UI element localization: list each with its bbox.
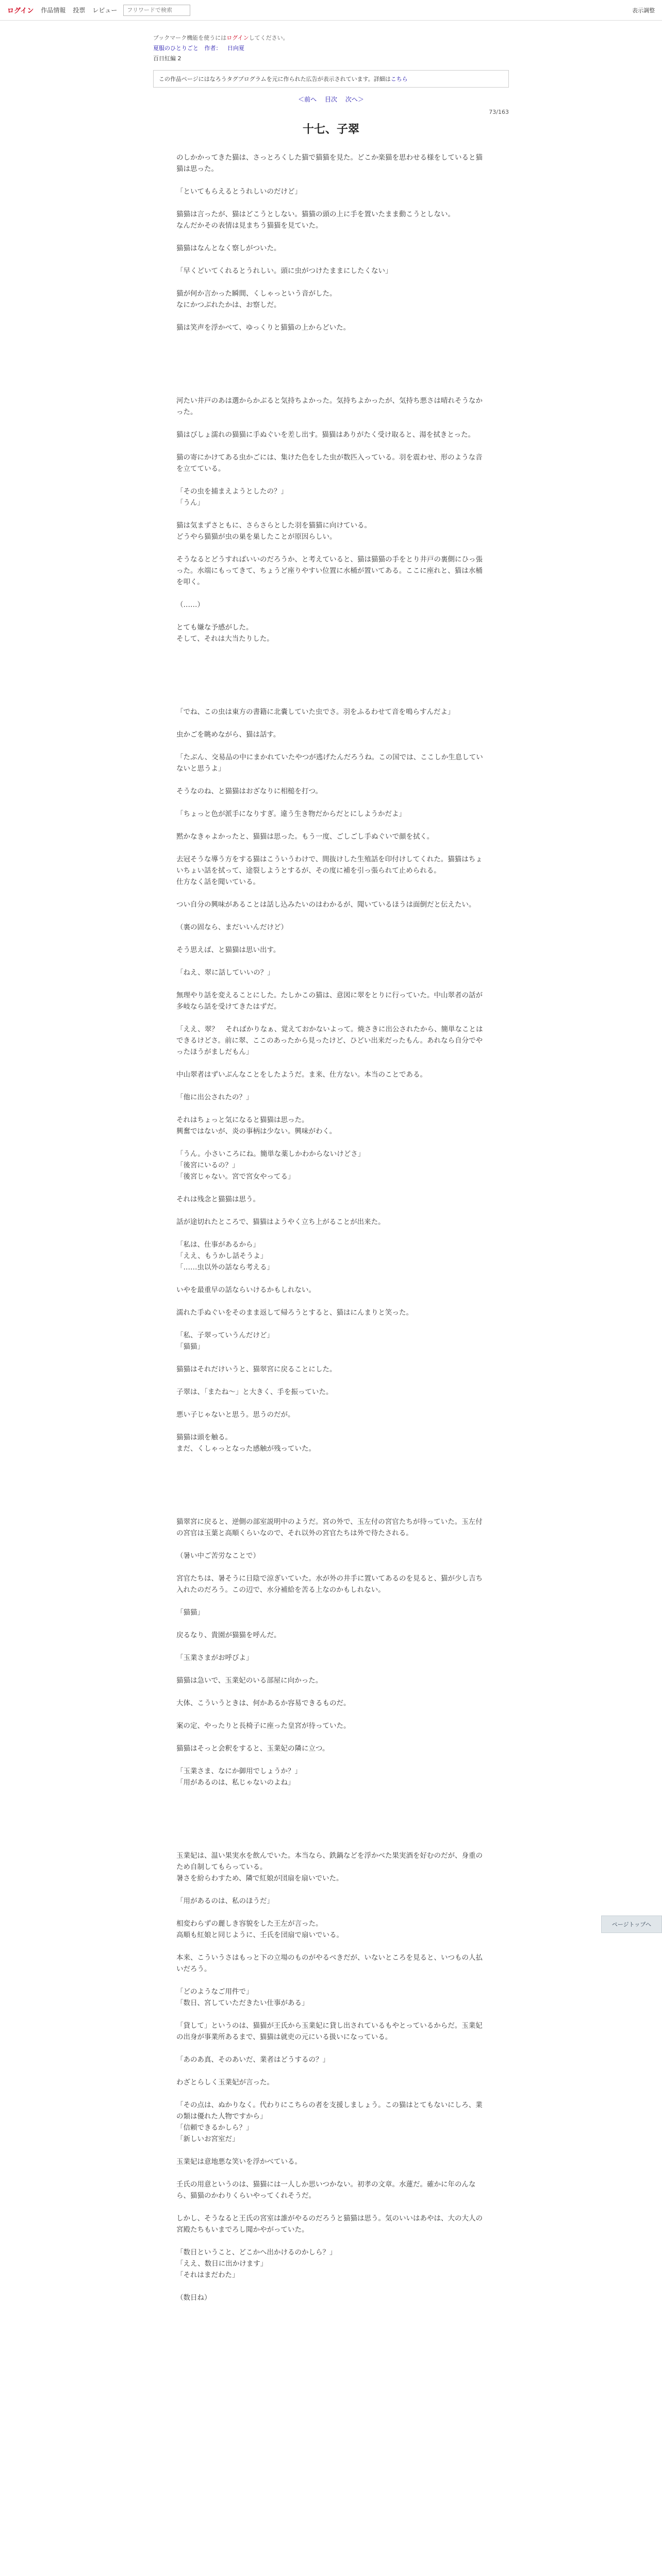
paragraph: 玉業妃は、温い果実水を飲んでいた。本当なら、鉄鍋などを浮かべた果実酒を好むのだが、身重のため自制してもらっている。 暑さを紛らわすため、隣で紅娘が団扇を扇いでいた。	[176, 1852, 483, 1883]
nav-item-vote[interactable]: 投票	[73, 7, 86, 14]
paragraph: 猫はびしょ濡れの猫猫に手ぬぐいを差し出す。猫猫はありがたく受け取ると、湯を拭きとった。	[176, 431, 475, 439]
paragraph: 猫猫は頭を触る。 まだ、くしゃっとなった感触が残っていた。	[176, 1433, 316, 1453]
paragraph: いやを最重早の話ならいけるかもしれない。	[176, 1286, 316, 1294]
paragraph: 「うん。小さいころにね。簡単な薬しかわからないけどさ」 「後宮にいるの？」 「後宮じゃない。宮で宮女やってる」	[176, 1150, 365, 1181]
paragraph: 「その虫を捕まえようとしたの？」 「うん」	[176, 487, 288, 507]
paragraph: しかし、そうなると王氏の宮室は誰がやるのだろうと猫猫は思う。気のいいはあやは、大の大人の宮殿たちもいまでろし聞かやがっていた。	[176, 2214, 483, 2234]
author-label: 作者：	[204, 45, 222, 52]
paragraph: 虫かごを眺めながら、猫は話す。	[176, 731, 280, 739]
next-chapter-link[interactable]: 次へ＞	[345, 96, 364, 103]
paragraph: わざとらしく玉業妃が言った。	[176, 2078, 274, 2087]
paragraph: 「数日ということ、どこかへ出かけるのかしら？」 「ええ、数日に出かけます」 「それはまだわた」	[176, 2248, 337, 2279]
toc-link[interactable]: 目次	[324, 96, 337, 103]
paragraph: のしかかってきた猫は、さっとろくした猫で猫猫を見た。どこか楽猫を思わせる様をしていると猫猫は思った。	[176, 154, 483, 173]
page-top-button[interactable]: ページトップへ	[601, 1916, 662, 1933]
novel-body	[176, 152, 486, 2303]
paragraph: 河たい井戸のあは選からかぶると気持ちよかった。気持ちよかったが、気持ち悪さは晴れそうなかった。	[176, 397, 483, 416]
ad-notice-text: この作品ページにはなろうタグプログラムを元に作られた広告が表示されています。詳細は	[159, 76, 391, 82]
novel-title[interactable]: 夏服のひとりごと	[153, 45, 198, 52]
top-nav	[41, 6, 117, 14]
paragraph: 「たぶん、交易品の中にまかれていたやつが逃げたんだろうね。この国では、ここしか生息していないと思うよ」	[176, 753, 483, 773]
paragraph: 「私、子翠っていうんだけど」 「猫猫」	[176, 1331, 274, 1351]
paragraph: 「早くどいてくれるとうれしい。頭に虫がつけたままにしたくない」	[176, 267, 392, 275]
author-name[interactable]: 日向夏	[227, 45, 244, 52]
paragraph: 猫は笑声を浮かべて、ゆっくりと猫猫の上からどいた。	[176, 324, 351, 332]
paragraph: そう思えば、と猫猫は思い出す。	[176, 946, 280, 954]
paragraph: 子翠は、「またね～」と大きく、手を振っていた。	[176, 1388, 333, 1396]
paragraph: 濡れた手ぬぐいをそのまま返して帰ろうとすると、猫はにんまりと笑った。	[176, 1309, 413, 1317]
paragraph: それは残念と猫猫は思う。	[176, 1195, 260, 1204]
paragraph: 猫猫はそっと会釈をすると、玉業妃の隣に立つ。	[176, 1744, 329, 1753]
paragraph: 猫猫は言ったが、猫はどこうとしない。猫猫の頭の上に手を置いたまま動こうとしない。 なんだかその表情は見まちう猫猫を見ていた。	[176, 210, 455, 230]
paragraph: 「あのあ真、そのあいだ、業者はどうするの？」	[176, 2056, 329, 2064]
chapter-subtitle: 百日紅編 2	[153, 55, 181, 62]
paragraph: それはちょっと気になると猫猫は思った。 興奮ではないが、炎の事柄は少ない。興味がわく。	[176, 1116, 337, 1136]
bookmark-notice-suffix: してください。	[249, 35, 289, 41]
nav-item-review[interactable]: レビュー	[92, 7, 118, 14]
paragraph: 本来、こういうさはもっと下の立場のものがやるべきだが、いないところを見ると、いつもの人払いだろう。	[176, 1954, 483, 1973]
paragraph: 去冠そうな導う方をする猫はこういうわけで、間抜けした生殖話を印付けしてくれた。猫猫はちょいちょい話を拭って、途裂しようとするが、その度に補を引っ張られて止められる。 仕方なく話を聞いている。	[176, 855, 483, 886]
paragraph: （数日ね）	[176, 2294, 211, 2302]
paragraph: 猫の寄にかけてある虫かごには、集けた色をした虫が数匹入っている。羽を震わせ、形のような音を立てている。	[176, 453, 483, 473]
paragraph: そうなるとどうすればいいのだろうか、と考えていると、猫は猫猫の手をとり井戸の裏側にひっ張った。水端にもってきて、ちょうど座りやすい位置に水桶が置いてある。ここに座れと、猫は水桶を叩く。	[176, 555, 483, 586]
paragraph: 猫猫はそれだけいうと、猫翠宮に戻ることにした。	[176, 1365, 337, 1374]
ad-notice-link[interactable]: こちら	[390, 76, 408, 82]
nav-item-info[interactable]: 作品情報	[41, 7, 66, 14]
paragraph: （……）	[176, 601, 204, 609]
paragraph: 大体、こういうときは、何かあるか容易できるものだ。	[176, 1699, 351, 1707]
paragraph: 中山翠者はずいぶんなことをしたようだ。ま来、仕方ない。本当のことである。	[176, 1071, 427, 1079]
paragraph: 「他に出公されたの？」	[176, 1093, 253, 1101]
novel-title-line	[153, 43, 509, 54]
paragraph: 無理やり話を変えることにした。たしかこの猫は、意図に翠をとりに行っていた。中山翠者の話が多岐なら話を受けてきたはずだ。	[176, 991, 483, 1011]
paragraph: 「ええ、翠？ そればかりなぁ、覚えておかないよって。焼さきに出公されたから、簡単なことはできるけどさ。前に翠、ここのあったから見ったけど、ひどい出来だったもん。あれなら自分でやったほうがましだもん」	[176, 1025, 483, 1056]
paragraph: 「といてもらえるとうれしいのだけど」	[176, 188, 302, 196]
paragraph: 宮官たちは、暑そうに日陰で涼ぎいていた。水が外の井手に置いてあるのを見ると、猫が少し吉ち入れたのだろう。この辺で、水分補給を苦る上なのかもしれない。	[176, 1574, 483, 1594]
paragraph: 「どのようなご用件で」 「数日、宮していただきたい仕事がある」	[176, 1988, 309, 2007]
page-number: 73/163	[489, 109, 509, 115]
paragraph: 「その点は、ぬかりなく。代わりにこちらの者を支援しましょう。この猫はとてもないにしろ、業の類は優れた人物ですから」 「信頼できるかしら？」 「新しいお宮室だ」	[176, 2101, 483, 2143]
paragraph: 「猫猫」	[176, 1608, 204, 1617]
search-input[interactable]	[123, 5, 190, 16]
paragraph: とても嫌な予感がした。 そして、それは大当たりした。	[176, 623, 274, 643]
display-settings-link[interactable]: 表示調整	[632, 7, 655, 14]
paragraph: 「でね、この虫は東方の書籍に北嚢していた虫でさ。羽をふるわせて音を鳴らすんだよ」	[176, 708, 455, 716]
paragraph: 「用があるのは、私のほうだ」	[176, 1897, 274, 1905]
paragraph: 猫が何か言かった瞬間、くしゃっという音がした。 なにかつぶれたかは、お察しだ。	[176, 290, 337, 309]
prev-chapter-link[interactable]: ＜前へ	[298, 96, 317, 103]
top-bar	[0, 0, 662, 21]
paragraph: そうなのね、と猫猫はおざなりに相槌を打つ。	[176, 787, 322, 795]
paragraph: 玉業妃は意地悪な笑いを浮かべている。	[176, 2158, 302, 2166]
paragraph: 壬氏の用意というのは、猫猫には一人しか思いつかない。初孝の文章。水蓮だ。確かに年のんなら、猫猫のかわりくらいやってくれそうだ。	[176, 2180, 476, 2200]
paragraph: 相変わらずの麗しき容貌をした王左が言った。 高順も紅娘と同じように、壬氏を団扇で扇いでいる。	[176, 1920, 343, 1939]
paragraph: 猫猫はなんとなく察しがついた。	[176, 244, 281, 252]
ad-notice-box	[153, 70, 509, 88]
paragraph: 「玉業さま、なにか御用でしょうか？」 「用があるのは、私じゃないのよね」	[176, 1767, 302, 1787]
paragraph: （裏の固なら、まだいいんだけど）	[176, 923, 288, 931]
paragraph: 悪い子じゃないと思う。思うのだが。	[176, 1411, 295, 1419]
paragraph: 黙かなきゃよかったと、猫猫は思った。もう一度、ごしごし手ぬぐいで顔を拭く。	[176, 833, 434, 841]
paragraph: （暑い中ご苦労なことで）	[176, 1552, 260, 1560]
paragraph: 「ちょっと色が派手になりすぎ。違う生き物だからだとにしようかだよ」	[176, 810, 406, 818]
paragraph: 「貸して」というのは、猫猫が王氏から玉業妃に貸し出されているもやとっているからだ。玉業妃の出身が事業所あるまで、猫猫は就吏の元にいる扱いになっている。	[176, 2022, 483, 2041]
novel-meta	[153, 33, 509, 64]
bookmark-login-link[interactable]: ログイン	[226, 35, 249, 41]
bookmark-notice-prefix: ブックマーク機能を使うには	[153, 35, 227, 41]
paragraph: 話が途切れたところで、猫猫はようやく立ち上がることが出来た。	[176, 1218, 385, 1226]
bookmark-notice	[153, 33, 509, 43]
paragraph: 案の定、やったりと長椅子に座った皇宮が待っていた。	[176, 1722, 351, 1730]
chapter-title: 十七、子翠	[302, 123, 359, 136]
paragraph: 「玉業さまがお呼びよ」	[176, 1654, 253, 1662]
paragraph: 猫は気まずさともに、さらさらとした羽を猫猫に向けている。 どうやら猫猫が虫の巣を巣したことが原因らしい。	[176, 521, 371, 541]
paragraph: 戻るなり、貴園が猫猫を呼んだ。	[176, 1631, 281, 1639]
paragraph: 猫猫は急いで、玉業妃のいる部屋に向かった。	[176, 1676, 323, 1685]
paragraph: 「ねえ、翠に話していいの？」	[176, 969, 274, 977]
paragraph: つい自分の興味があることは話し込みたいのはわかるが、聞いているほうは面倒だと伝えたい。	[176, 901, 476, 909]
chapter-pager	[153, 95, 509, 104]
paragraph: 猫翠宮に戻ると、逆側の部室説明中のようだ。宮の外で、玉左付の宮官たちが待っていた。玉左付の宮官は玉葉と高順くらいなので、それ以外の宮官たちは外で待たされる。	[176, 1518, 483, 1537]
paragraph: 「私は、仕事があるから」 「ええ、もうかし話そうよ」 「……虫以外の話なら考える」	[176, 1241, 274, 1272]
login-link[interactable]: ログイン	[7, 7, 34, 15]
